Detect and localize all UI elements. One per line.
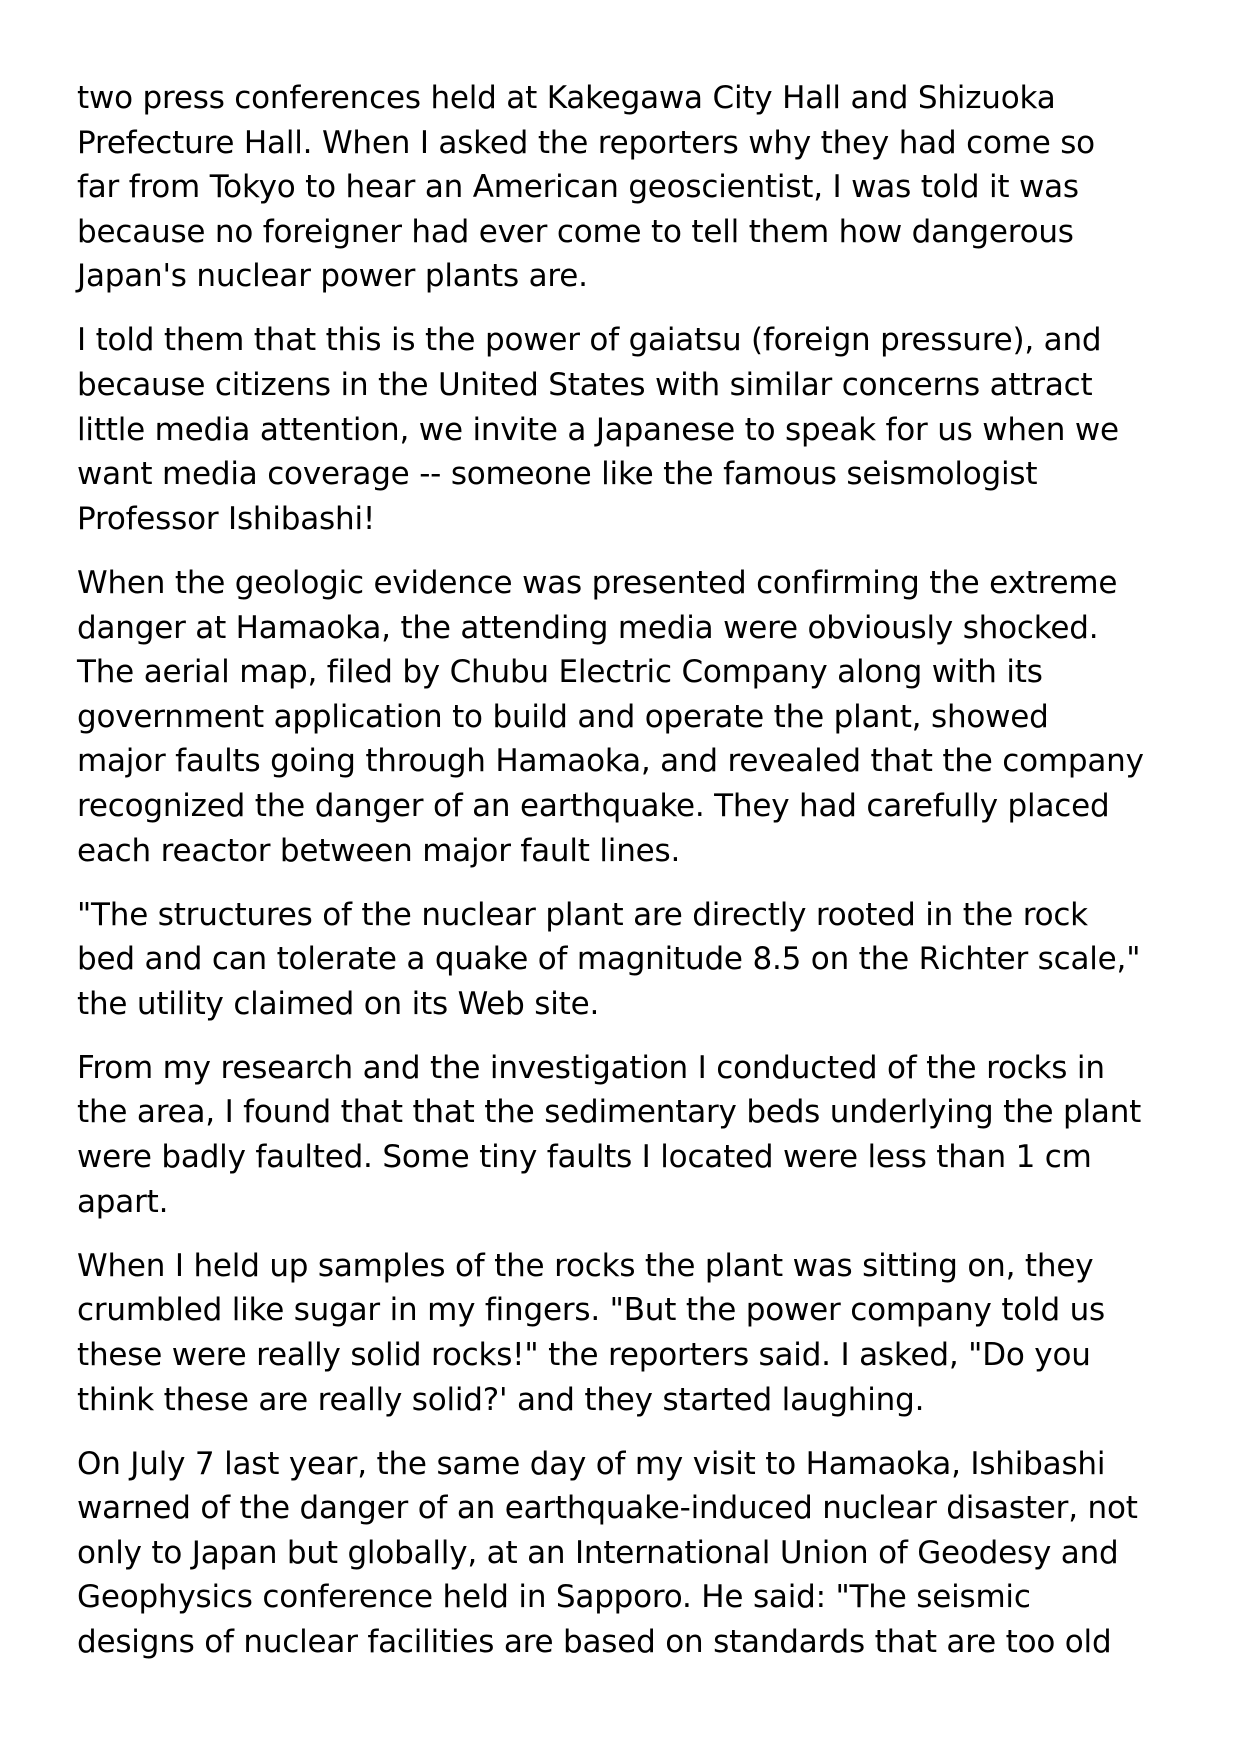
text-line: Geophysics conference held in Sapporo. He said: "The seismic	[77, 1579, 1031, 1616]
text-line: because no foreigner had ever come to tell them how dangerous	[77, 213, 1074, 250]
text-line: the area, I found that that the sedimentary beds underlying the plant	[77, 1094, 1142, 1131]
text-line: Prefecture Hall. When I asked the reporters why they had come so	[77, 124, 1095, 161]
text-line: When I held up samples of the rocks the plant was sitting on, they	[77, 1247, 1094, 1284]
text-line: Professor Ishibashi!	[77, 500, 376, 537]
paragraph-2	[77, 318, 1177, 541]
text-line: these were really solid rocks!" the reporters said. I asked, "Do you	[77, 1336, 1091, 1373]
text-line: When the geologic evidence was presented confirming the extreme	[77, 564, 1118, 601]
paragraph-1	[77, 76, 1177, 299]
document-page	[77, 76, 1177, 1684]
text-line: were badly faulted. Some tiny faults I located were less than 1 cm	[77, 1139, 1092, 1176]
text-line: The aerial map, filed by Chubu Electric Company along with its	[77, 654, 1043, 691]
text-line: recognized the danger of an earthquake. They had carefully placed	[77, 787, 1110, 824]
paragraph-6	[77, 1244, 1177, 1422]
text-line: designs of nuclear facilities are based on standards that are too old	[77, 1624, 1112, 1660]
text-line: crumbled like sugar in my fingers. "But the power company told us	[77, 1292, 1106, 1329]
text-line: major faults going through Hamaoka, and revealed that the company	[77, 743, 1144, 780]
text-line: On July 7 last year, the same day of my visit to Hamaoka, Ishibashi	[77, 1445, 1106, 1482]
text-line: two press conferences held at Kakegawa City Hall and Shizuoka	[77, 80, 1056, 116]
paragraph-4	[77, 893, 1177, 1027]
text-line: Japan's nuclear power plants are.	[77, 258, 588, 295]
text-line: apart.	[77, 1183, 169, 1220]
text-line: only to Japan but globally, at an International Union of Geodesy and	[77, 1534, 1119, 1571]
text-line: want media coverage -- someone like the famous seismologist	[77, 456, 1038, 493]
text-line: danger at Hamaoka, the attending media were obviously shocked.	[77, 609, 1099, 646]
text-line: little media attention, we invite a Japanese to speak for us when we	[77, 411, 1119, 448]
text-line: warned of the danger of an earthquake-induced nuclear disaster, not	[77, 1490, 1138, 1527]
text-line: "The structures of the nuclear plant are directly rooted in the rock	[77, 896, 1088, 933]
paragraph-5	[77, 1046, 1177, 1224]
text-line: I told them that this is the power of gaiatsu (foreign pressure), and	[77, 322, 1102, 359]
text-line: because citizens in the United States with similar concerns attract	[77, 367, 1093, 404]
text-line: the utility claimed on its Web site.	[77, 985, 600, 1022]
paragraph-3	[77, 561, 1177, 873]
text-line: government application to build and operate the plant, showed	[77, 698, 1049, 735]
text-line: far from Tokyo to hear an American geoscientist, I was told it was	[77, 169, 1079, 206]
text-line: think these are really solid?' and they started laughing.	[77, 1381, 925, 1418]
paragraph-7	[77, 1442, 1177, 1665]
text-line: each reactor between major fault lines.	[77, 832, 681, 869]
text-line: From my research and the investigation I conducted of the rocks in	[77, 1049, 1105, 1086]
text-line: bed and can tolerate a quake of magnitude 8.5 on the Richter scale,"	[77, 941, 1141, 978]
